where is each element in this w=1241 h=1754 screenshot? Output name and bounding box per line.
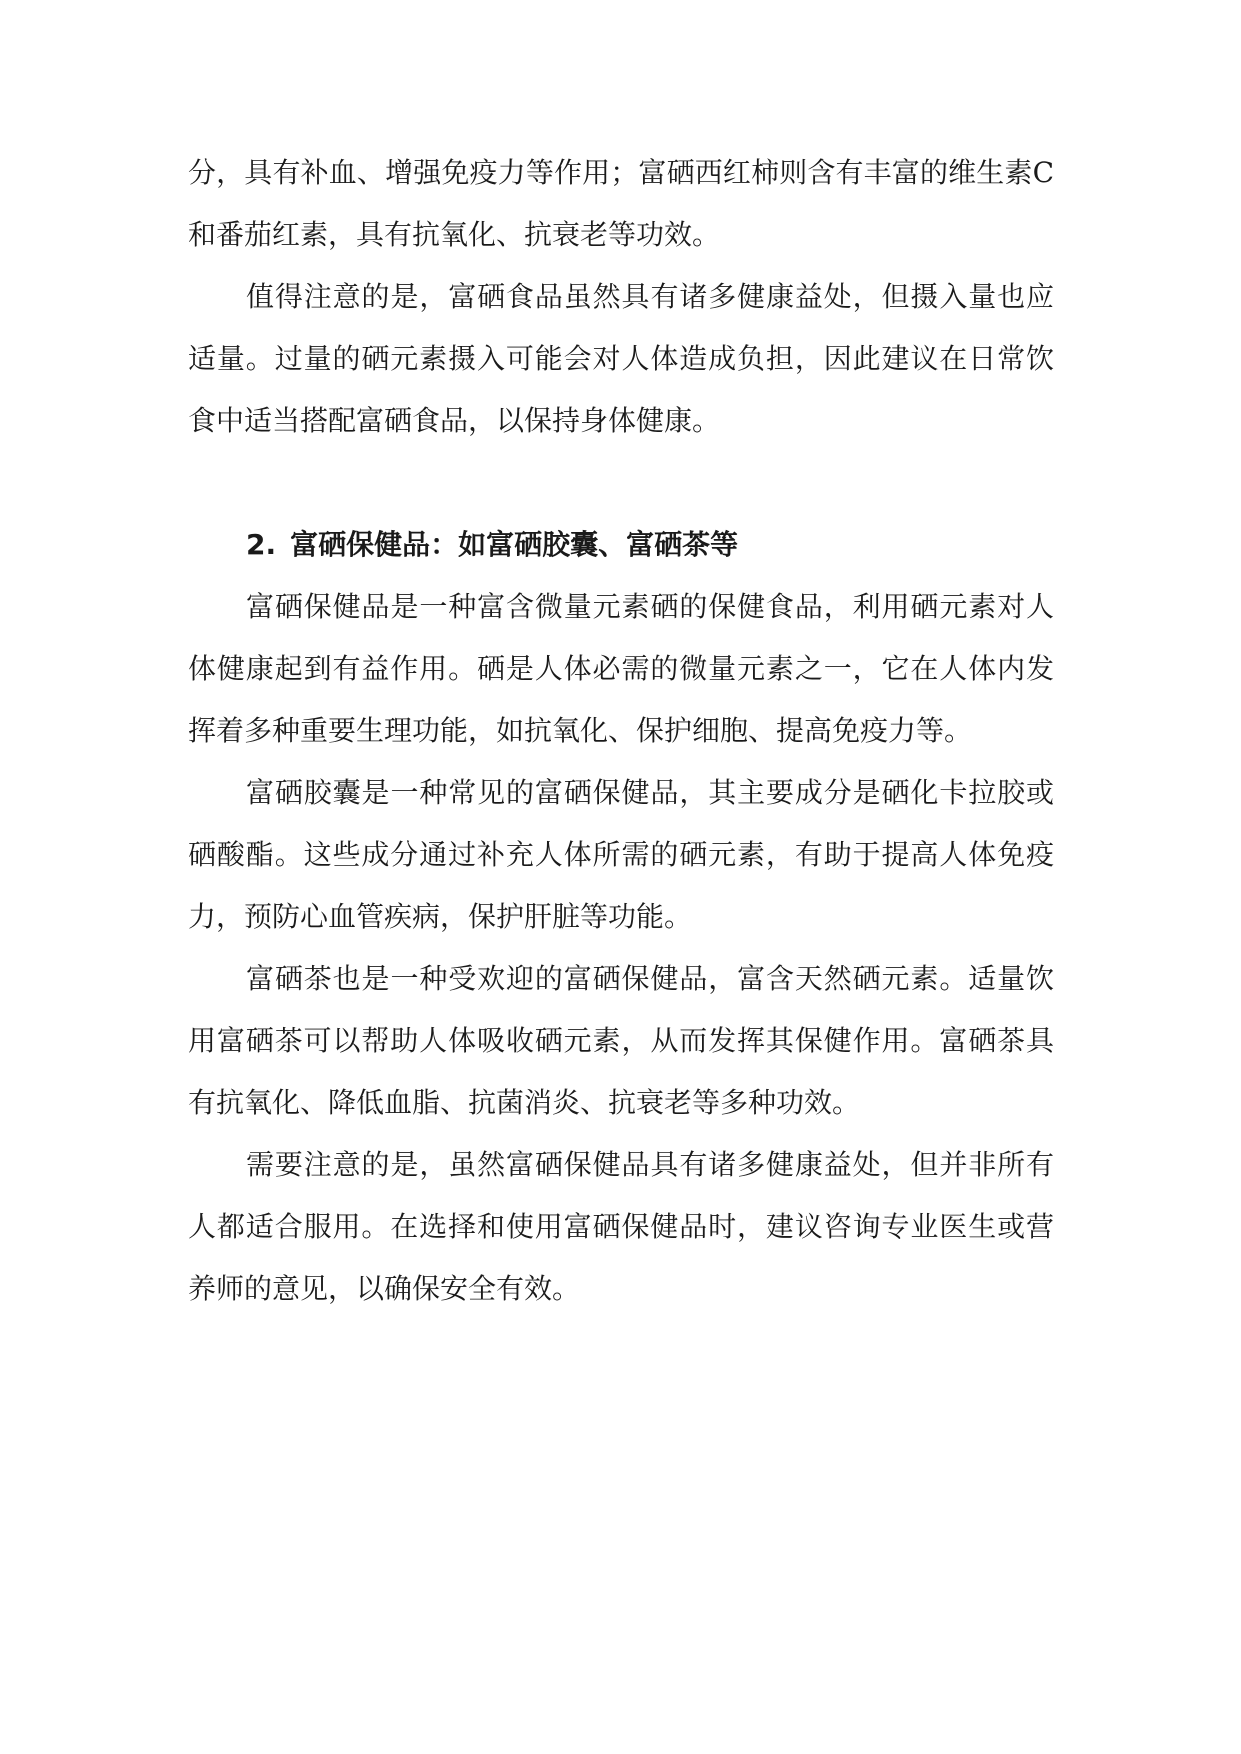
paragraph-selenium-intake-note: 值得注意的是，富硒食品虽然具有诸多健康益处，但摄入量也应适量。过量的硒元素摄入可能会对人体造成负担，因此建议在日常饮食中适当搭配富硒食品，以保持身体健康。 xyxy=(188,280,1054,437)
paragraph-usage-caution: 需要注意的是，虽然富硒保健品具有诸多健康益处，但并非所有人都适合服用。在选择和使用富硒保健品时，建议咨询专业医生或营养师的意见，以确保安全有效。 xyxy=(188,1148,1054,1305)
section-heading xyxy=(188,514,1054,576)
paragraph-selenium-tea: 富硒茶也是一种受欢迎的富硒保健品，富含天然硒元素。适量饮用富硒茶可以帮助人体吸收硒元素，从而发挥其保健作用。富硒茶具有抗氧化、降低血脂、抗菌消炎、抗衰老等多种功效。 xyxy=(188,962,1054,1119)
paragraph-supplement-intro: 富硒保健品是一种富含微量元素硒的保健食品，利用硒元素对人体健康起到有益作用。硒是人体必需的微量元素之一，它在人体内发挥着多种重要生理功能，如抗氧化、保护细胞、提高免疫力等。 xyxy=(188,590,1054,747)
paragraph-continuation: 分，具有补血、增强免疫力等作用；富硒西红柿则含有丰富的维生素C和番茄红素，具有抗氧化、抗衰老等功效。 xyxy=(188,156,1054,251)
paragraph-selenium-capsule: 富硒胶囊是一种常见的富硒保健品，其主要成分是硒化卡拉胶或硒酸酯。这些成分通过补充人体所需的硒元素，有助于提高人体免疫力，预防心血管疾病，保护肝脏等功能。 xyxy=(188,776,1054,933)
section-title: 富硒保健品：如富硒胶囊、富硒茶等 xyxy=(290,528,739,561)
section-number: 2. xyxy=(246,528,277,561)
document-body xyxy=(188,142,1054,1320)
